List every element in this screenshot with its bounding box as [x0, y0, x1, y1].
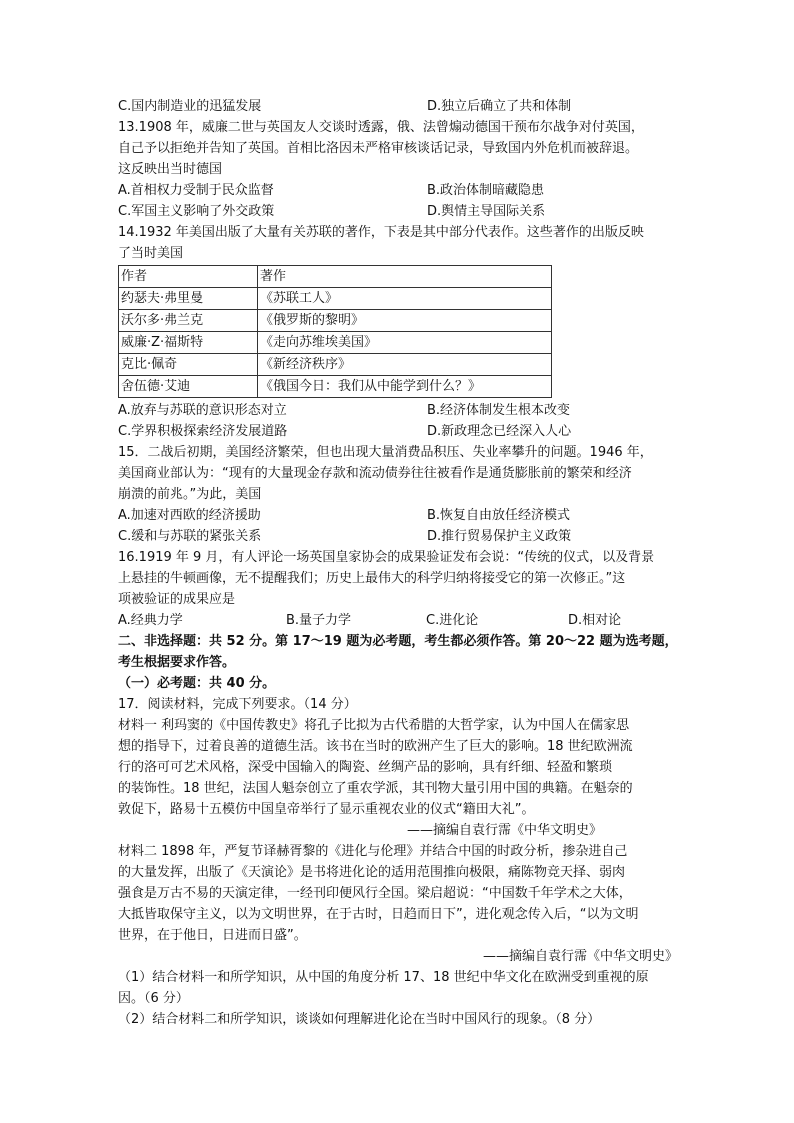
option-d: D.舆情主导国际关系: [427, 204, 546, 219]
option-a: A.经典力学: [118, 613, 183, 628]
author-cell: 约瑟夫·弗里曼: [119, 288, 258, 310]
author-cell: 克比·佩奇: [119, 354, 258, 376]
q15-line: 崩溃的前兆。”为此，美国: [118, 487, 262, 502]
option-d: D.相对论: [568, 613, 622, 628]
q15-line: 美国商业部认为：“现有的大量现金存款和流动债券往往被看作是通货膨胀前的繁荣和经济: [118, 466, 632, 481]
subsection-heading: （一）必考题：共 40 分。: [118, 676, 276, 691]
exam-page: [118, 96, 678, 1030]
material-line: 大抵皆取保守主义，以为文明世界，在于古时，日趋而日下”，进化观念传入后，“以为文明: [118, 907, 639, 922]
material-line: 材料二 1898 年，严复节译赫胥黎的《进化与伦理》并结合中国的时政分析，掺杂进自己: [118, 844, 628, 859]
material-line: 的大量发挥，出版了《天演论》是书将进化论的适用范围推向极限，痛陈物竞天择、弱肉: [118, 865, 626, 880]
subquestion-line: （2）结合材料二和所学知识，谈谈如何理解进化论在当时中国风行的现象。（8 分）: [118, 1012, 601, 1027]
work-cell: 《俄罗斯的黎明》: [258, 310, 552, 332]
option-a: A.首相权力受制于民众监督: [118, 183, 274, 198]
table-row: [119, 354, 552, 376]
option-row: [118, 96, 678, 117]
option-c: C.进化论: [426, 613, 479, 628]
option-row: [118, 505, 678, 526]
material-line: 的装饰性。18 世纪，法国人魁奈创立了重农学派，其刊物大量引用中国的典籍。在魁奈的: [118, 781, 633, 796]
q13-line: 自己予以拒绝并告知了英国。首相比洛因未严格审核谈话记录，导致国内外危机而被辞退。: [118, 141, 639, 156]
material-line: 强食是万古不易的天演定律，一经刊印便风行全国。梁启超说：“中国数千年学术之大体，: [118, 886, 632, 901]
option-b: B.量子力学: [286, 613, 352, 628]
q15-line: 15．二战后初期，美国经济繁荣，但也出现大量消费品积压、失业率攀升的问题。1946 年，: [118, 445, 653, 460]
source-citation: ——摘编自袁行霈《中华文明史》: [406, 823, 602, 838]
option-b: B.恢复自由放任经济模式: [427, 508, 571, 523]
table-row: [119, 288, 552, 310]
q16-line: 项被验证的成果应是: [118, 592, 236, 607]
works-table: [118, 265, 552, 398]
option-c: C.缓和与苏联的紧张关系: [118, 529, 262, 544]
q14-line: 了当时美国: [118, 246, 184, 261]
q16-line: 上悬挂的牛顿画像，无不提醒我们；历史上最伟大的科学归纳将接受它的第一次修正。”这: [118, 571, 626, 586]
material-line: 想的指导下，过着良善的道德生活。该书在当时的欧洲产生了巨大的影响。18 世纪欧洲流: [118, 739, 633, 754]
table-row: [119, 376, 552, 398]
author-cell: 沃尔多·弗兰克: [119, 310, 258, 332]
option-row: [118, 610, 678, 631]
option-a: A.加速对西欧的经济援助: [118, 508, 261, 523]
option-b: B.政治体制暗藏隐患: [427, 183, 545, 198]
source-citation: ——摘编自袁行霈《中华文明史》: [482, 949, 678, 964]
material-line: 敦促下，路易十五模仿中国皇帝举行了显示重视农业的仪式“籍田大礼”。: [118, 802, 535, 817]
q16-line: 16.1919 年 9 月，有人评论一场英国皇家协会的成果验证发布会说：“传统的仪式，以及背景: [118, 550, 655, 565]
work-cell: 《俄国今日：我们从中能学到什么？》: [258, 376, 552, 398]
header-work: 著作: [258, 266, 552, 288]
work-cell: 《走向苏维埃美国》: [258, 332, 552, 354]
material-line: 行的洛可可艺术风格，深受中国输入的陶瓷、丝绸产品的影响，具有纤细、轻盈和繁琐: [118, 760, 613, 775]
q14-line: 14.1932 年美国出版了大量有关苏联的著作，下表是其中部分代表作。这些著作的出版反映: [118, 225, 644, 240]
author-cell: 舍伍德·艾迪: [119, 376, 258, 398]
material-line: 材料一 利玛窦的《中国传教史》将孔子比拟为古代希腊的大哲学家，认为中国人在儒家思: [118, 718, 630, 733]
option-d: D.新政理念已经深入人心: [427, 424, 572, 439]
option-b: B.经济体制发生根本改变: [427, 403, 571, 418]
option-c: C.学界积极探索经济发展道路: [118, 424, 288, 439]
work-cell: 《新经济秩序》: [258, 354, 552, 376]
q17-title: 17．阅读材料，完成下列要求。（14 分）: [118, 697, 357, 712]
table-header-row: [119, 266, 552, 288]
subquestion-line: 因。（6 分）: [118, 991, 189, 1006]
material-line: 世界，在于他日，日进而日盛”。: [118, 928, 307, 943]
table-row: [119, 332, 552, 354]
option-row: [118, 526, 678, 547]
q13-line: 这反映出当时德国: [118, 162, 223, 177]
option-row: [118, 400, 678, 421]
header-author: 作者: [119, 266, 258, 288]
option-d: D.独立后确立了共和体制: [427, 99, 572, 114]
subquestion-line: （1）结合材料一和所学知识，从中国的角度分析 17、18 世纪中华文化在欧洲受到重视的原: [118, 970, 649, 985]
table-row: [119, 310, 552, 332]
option-row: [118, 180, 678, 201]
option-c: C.国内制造业的迅猛发展: [118, 99, 262, 114]
option-c: C.军国主义影响了外交政策: [118, 204, 275, 219]
q13-line: 13.1908 年，威廉二世与英国友人交谈时透露，俄、法曾煽动德国干预布尔战争对付英国，: [118, 120, 644, 135]
option-a: A.放弃与苏联的意识形态对立: [118, 403, 287, 418]
section-heading: 二、非选择题：共 52 分。第 17～19 题为必考题，考生都必须作答。第 20～22 题为选考题，: [118, 634, 678, 649]
option-row: [118, 201, 678, 222]
section-heading: 考生根据要求作答。: [118, 655, 236, 670]
author-cell: 威廉·Z·福斯特: [119, 332, 258, 354]
work-cell: 《苏联工人》: [258, 288, 552, 310]
option-d: D.推行贸易保护主义政策: [427, 529, 572, 544]
option-row: [118, 421, 678, 442]
